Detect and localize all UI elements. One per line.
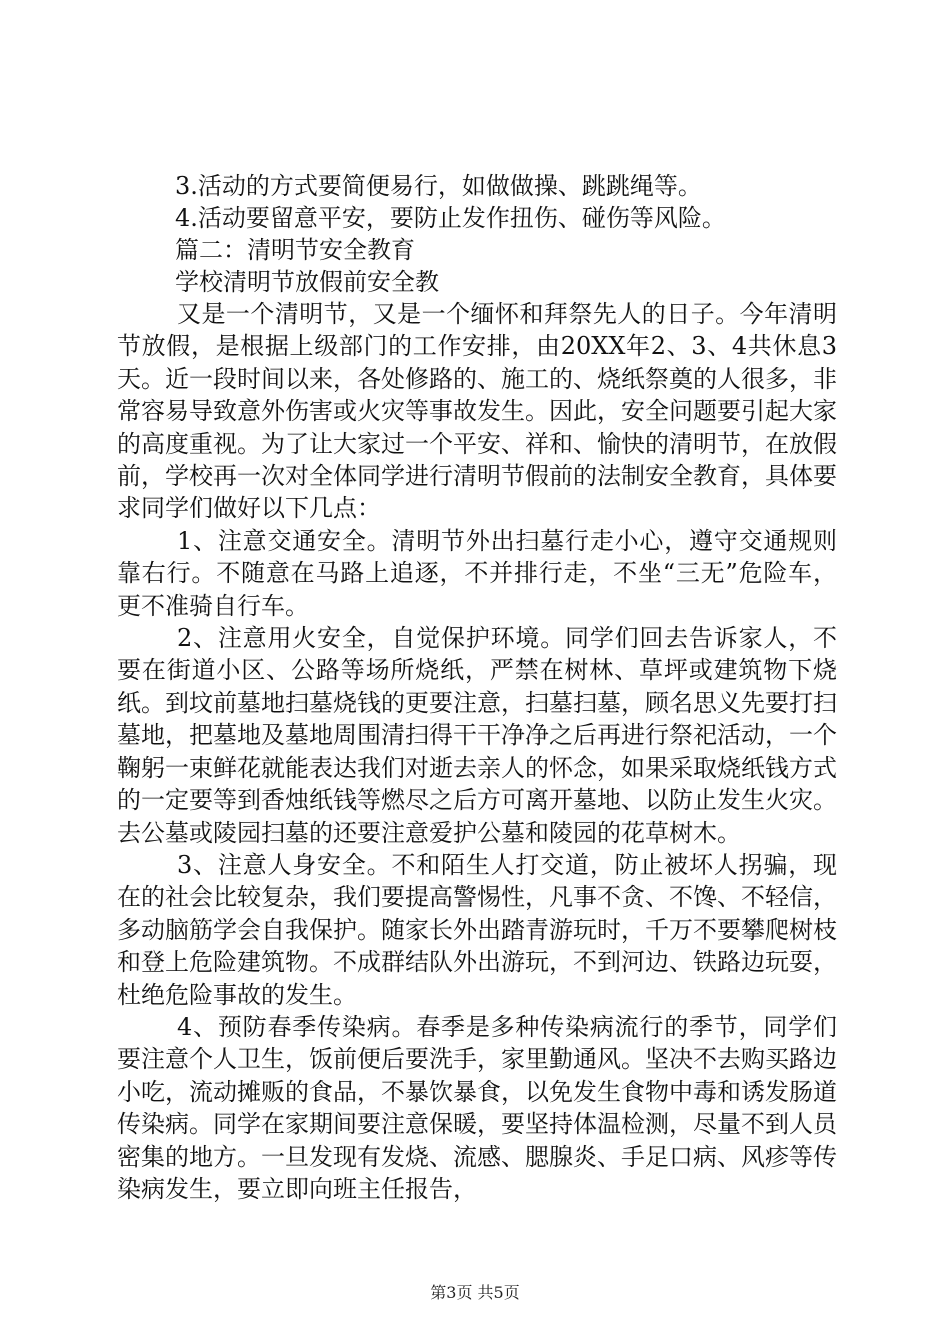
paragraph-personal-safety: 3、注意人身安全。不和陌生人打交道，防止被坏人拐骗，现在的社会比较复杂，我们要提高警惕性，凡事不贪、不馋、不轻信，多动脑筋学会自我保护。随家长外出踏青游玩时，千万不要攀爬树枝和登上危险建筑物。不成群结队外出游玩，不到河边、铁路边玩耍，杜绝危险事故的发生。 bbox=[117, 850, 837, 1009]
list-item-3: 3.活动的方式要简便易行，如做做操、跳跳绳等。 bbox=[175, 172, 702, 200]
section-subtitle: 学校清明节放假前安全教 bbox=[175, 268, 439, 296]
paragraph-disease-prevention: 4、预防春季传染病。春季是多种传染病流行的季节，同学们要注意个人卫生，饭前便后要洗手，家里勤通风。坚决不去购买路边小吃，流动摊贩的食品，不暴饮暴食，以免发生食物中毒和诱发肠道传染病。同学在家期间要注意保暖，要坚持体温检测，尽量不到人员密集的地方。一旦发现有发烧、流感、腮腺炎、手足口病、风疹等传染病发生，要立即向班主任报告， bbox=[117, 1012, 837, 1203]
list-item-4: 4.活动要留意平安，要防止发作扭伤、碰伤等风险。 bbox=[175, 204, 726, 232]
paragraph-intro: 又是一个清明节，又是一个缅怀和拜祭先人的日子。今年清明节放假，是根据上级部门的工作安排，由20XX年2、3、4共休息3天。近一段时间以来，各处修路的、施工的、烧纸祭奠的人很多，非常容易导致意外伤害或火灾等事故发生。因此，安全问题要引起大家的高度重视。为了让大家过一个平安、祥和、愉快的清明节，在放假前，学校再一次对全体同学进行清明节假前的法制安全教育，具体要求同学们做好以下几点： bbox=[117, 300, 837, 523]
document-body bbox=[117, 170, 837, 1205]
paragraph-traffic-safety: 1、注意交通安全。清明节外出扫墓行走小心，遵守交通规则靠右行。不随意在马路上追逐，不并排行走，不坐“三无”危险车，更不准骑自行车。 bbox=[117, 526, 837, 620]
section-title: 篇二：清明节安全教育 bbox=[175, 236, 415, 264]
page-footer: 第3页 共5页 bbox=[430, 1283, 520, 1302]
paragraph-fire-safety: 2、注意用火安全，自觉保护环境。同学们回去告诉家人，不要在街道小区、公路等场所烧纸，严禁在树林、草坪或建筑物下烧纸。到坟前墓地扫墓烧钱的更要注意，扫墓扫墓，顾名思义先要打扫墓地，把墓地及墓地周围清扫得干干净净之后再进行祭祀活动，一个鞠躬一束鲜花就能表达我们对逝去亲人的怀念，如果采取烧纸钱方式的一定要等到香烛纸钱等燃尽之后方可离开墓地、以防止发生火灾。去公墓或陵园扫墓的还要注意爱护公墓和陵园的花草树木。 bbox=[117, 624, 837, 847]
